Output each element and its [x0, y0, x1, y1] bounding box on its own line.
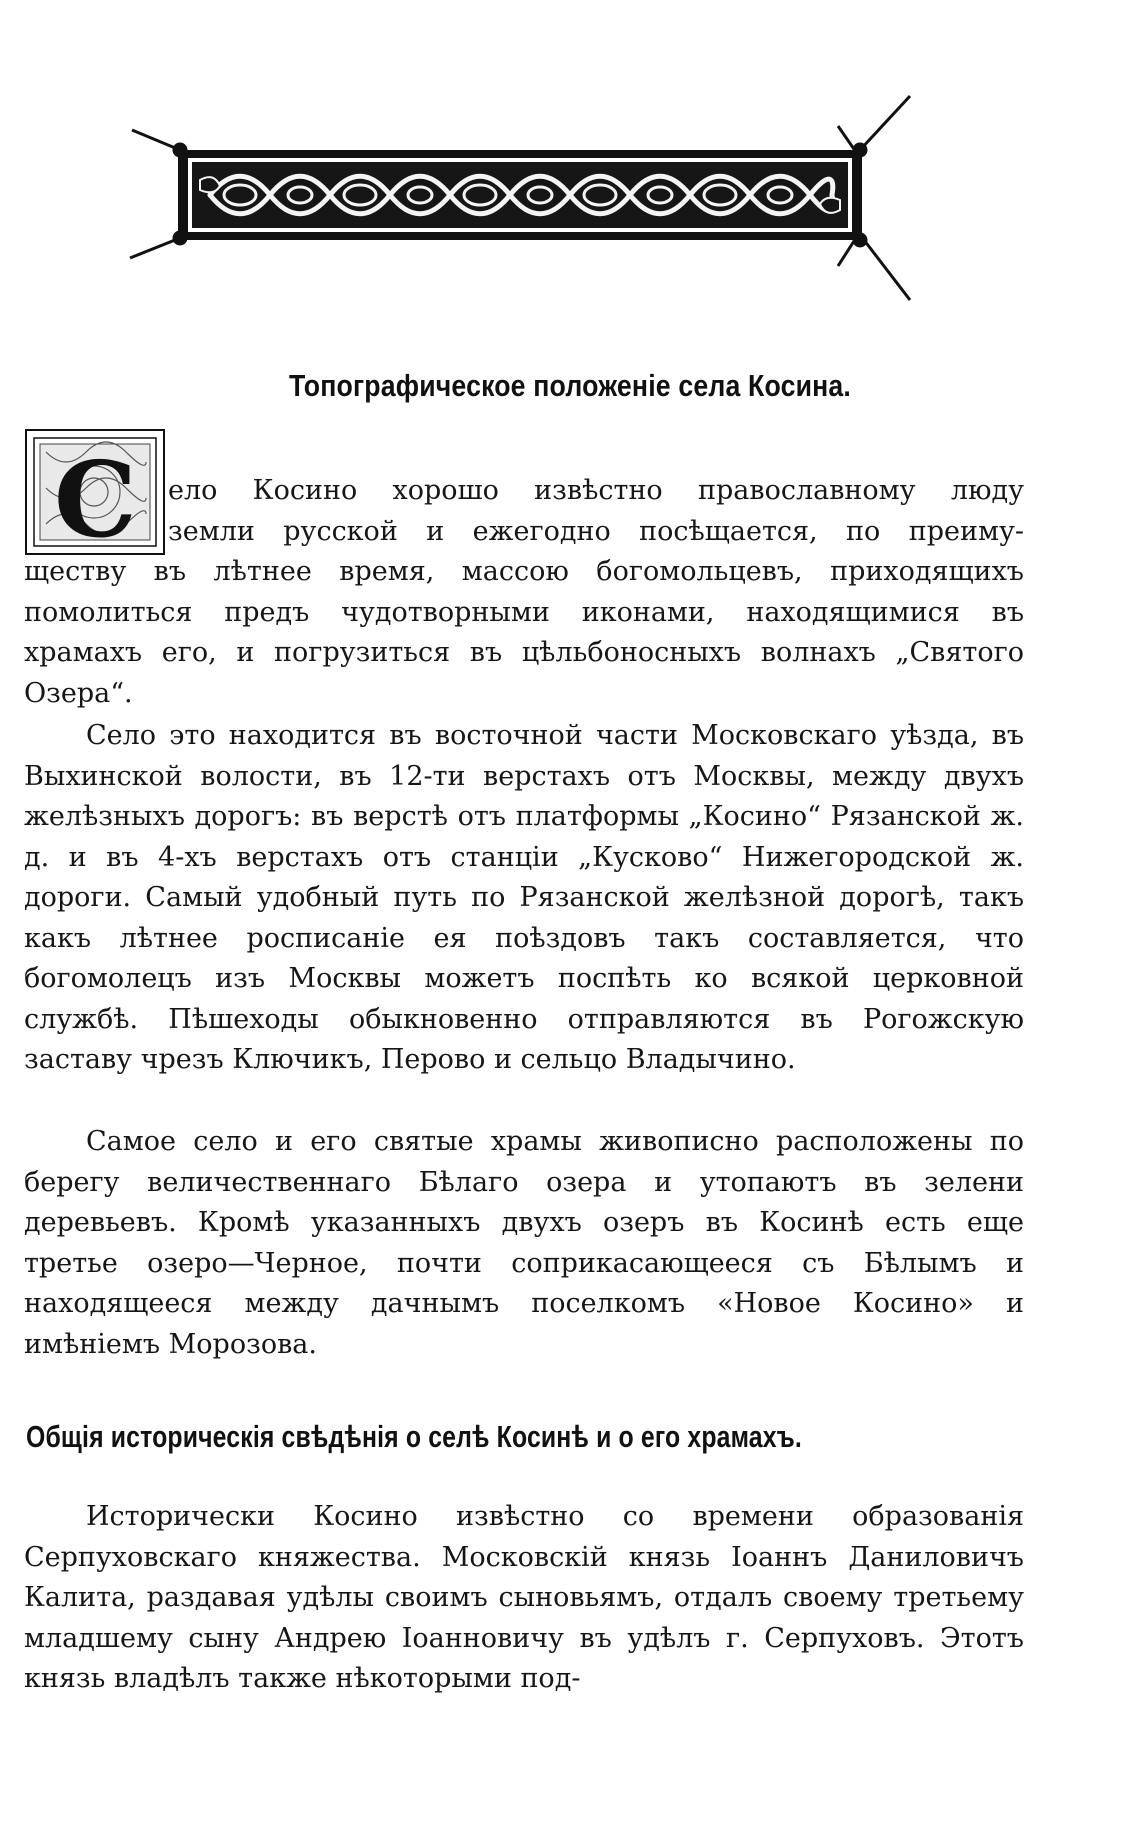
dropcap-letter: С	[54, 438, 137, 556]
paragraph-4: Исторически Косино извѣстно со времени образованія Серпуховскаго княжества. Московскій князь Іоаннъ Даниловичъ Калита, раздавая удѣлы своимъ сыновьямъ, отдалъ своему третьему младшему сыну Андрею Іоанновичу въ удѣлъ г. Серпуховъ. Этотъ князь владѣлъ также нѣкоторыми под-	[24, 1501, 1024, 1694]
paragraph-1-line-2: земли русской и ежегодно посѣщается, по преиму-	[168, 516, 1024, 547]
paragraph-2: Село это находится въ восточной части Московскаго уѣзда, въ Выхинской волости, въ 12-ти верстахъ отъ Москвы, между двухъ желѣзныхъ дорогъ: въ верстѣ отъ платформы „Косино“ Рязанской ж. д. и въ 4-хъ верстахъ отъ станціи „Кусково“ Нижегородской ж. дороги. Самый удобный путь по Рязанской желѣзной дорогѣ, такъ какъ лѣтнее росписаніе ея поѣздовъ такъ составляется, что богомолецъ изъ Москвы можетъ поспѣть ко всякой церковной службѣ. Пѣшеходы обыкновенно отправляются въ Рогожскую заставу чрезъ Ключикъ, Перово и сельцо Владычино.	[24, 720, 1024, 1075]
section-heading-topography: Топографическое положеніе села Косина.	[289, 368, 851, 403]
paragraph-1-first-lines	[168, 470, 1024, 552]
paragraph-1-line-1: ело Косино хорошо извѣстно православному люду	[168, 475, 1024, 506]
section-heading-history: Общія историческія свѣдѣнія о селѣ Косинѣ и о его храмахъ.	[26, 1419, 802, 1454]
paragraph-3: Самое село и его святые храмы живописно расположены по берегу величественнаго Бѣлаго озера и утопаютъ въ зелени деревьевъ. Кромѣ указанныхъ двухъ озеръ въ Косинѣ есть еще третье озеро—Черное, почти соприкасающееся съ Бѣлымъ и находящееся между дачнымъ поселкомъ «Новое Косино» и имѣніемъ Морозова.	[24, 1126, 1024, 1360]
paragraph-1-rest: ществу въ лѣтнее время, массою богомольцевъ, приходящихъ помолиться предъ чудотворными иконами, находящимися въ храмахъ его, и погрузиться въ цѣльбоносныхъ волнахъ „Святого Озера“.	[24, 556, 1024, 709]
paragraph-1-continued	[24, 552, 1024, 714]
paragraph-2-block	[24, 716, 1024, 1081]
ornamental-dropcap	[24, 428, 166, 556]
ornamental-headpiece	[120, 88, 920, 308]
paragraph-3-block	[24, 1122, 1024, 1365]
paragraph-4-block	[24, 1497, 1024, 1700]
